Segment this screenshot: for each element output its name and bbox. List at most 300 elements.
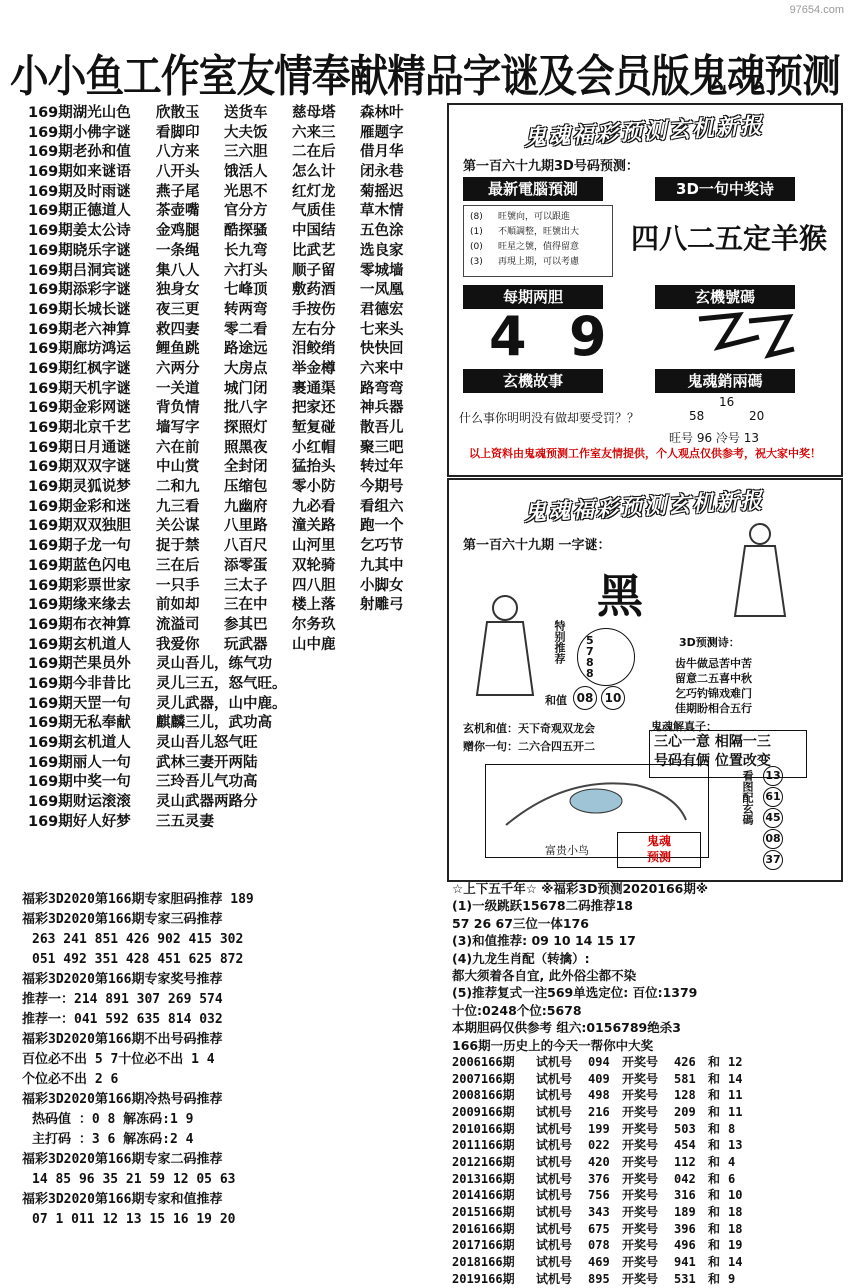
- riddle-word: 我爱你: [156, 636, 200, 653]
- history-cell: 11: [728, 1088, 743, 1103]
- riddle-word: 二在后: [292, 144, 336, 161]
- history-cell: 开奖号: [622, 1238, 659, 1253]
- history-info-line: 十位:0248个位:5678: [452, 1002, 582, 1018]
- history-cell: 503: [674, 1121, 696, 1136]
- special-num: 8: [586, 656, 594, 669]
- side-label: 看图配玄碼: [741, 770, 754, 825]
- history-cell: 531: [674, 1271, 696, 1286]
- riddle-word: 麒麟三儿，武功高: [156, 715, 272, 732]
- history-cell: 开奖号: [622, 1155, 659, 1170]
- riddle-word: 乞巧节: [360, 538, 404, 555]
- history-cell: 2008166期: [452, 1088, 515, 1103]
- history-cell: 454: [674, 1138, 696, 1153]
- riddle-label: 169期添彩字谜: [28, 282, 131, 299]
- history-info-line: ☆上下五千年☆ ※福彩3D预测2020166期※: [452, 881, 709, 896]
- history-row: [452, 1271, 844, 1288]
- history-cell: 078: [588, 1238, 610, 1253]
- riddle-word: 今期号: [360, 479, 404, 496]
- history-cell: 和: [708, 1188, 721, 1203]
- riddle-label: 169期如来谜语: [28, 164, 131, 181]
- special-nums-circle: [577, 628, 635, 686]
- riddle-word: 武林三妻开两陆: [156, 754, 258, 771]
- riddle-row: [28, 773, 440, 793]
- riddle-row: [28, 557, 440, 577]
- riddle-word: 三在后: [156, 557, 200, 574]
- riddle-row: [28, 793, 440, 813]
- history-cell: 试机号: [536, 1255, 573, 1270]
- riddle-row: [28, 577, 440, 597]
- riddle-row: [28, 242, 440, 262]
- riddle-row: [28, 675, 440, 695]
- history-cell: 675: [588, 1221, 610, 1236]
- ghost-two-code-label: 鬼魂銷兩碼: [655, 369, 795, 393]
- riddle-word: 九幽府: [224, 498, 268, 515]
- computer-digit: (1): [470, 227, 483, 237]
- history-cell: 开奖号: [622, 1121, 659, 1136]
- riddle-label: 169期双双独胆: [28, 518, 131, 535]
- code-a: 16: [719, 395, 735, 409]
- riddle-row: [28, 163, 440, 183]
- history-cell: 14: [728, 1071, 743, 1086]
- gall-number-1: 4: [489, 305, 527, 368]
- history-cell: 和: [708, 1121, 721, 1136]
- recommendation-line: 福彩3D2020第166期冷热号码推荐: [22, 1092, 223, 1107]
- history-cell: 试机号: [536, 1104, 573, 1119]
- riddle-row: [28, 419, 440, 439]
- history-cell: 12: [728, 1054, 743, 1069]
- history-cell: 开奖号: [622, 1104, 659, 1119]
- computer-digit: (0): [470, 242, 483, 252]
- riddle-word: 八百尺: [224, 538, 268, 555]
- riddle-word: 中国结: [292, 223, 336, 240]
- riddle-row: [28, 616, 440, 636]
- riddle-word: 墙写字: [156, 420, 200, 436]
- riddle-label: 169期廊坊鸿运: [28, 341, 131, 358]
- riddle-word: 全封闭: [224, 459, 268, 476]
- riddle-row: [28, 439, 440, 459]
- riddle-label: 169期蓝色闪电: [28, 557, 131, 574]
- history-cell: 和: [708, 1071, 721, 1086]
- computer-digit: (3): [470, 257, 483, 267]
- riddle-word: 跑一个: [360, 518, 404, 535]
- riddle-label: 169期湖光山色: [28, 105, 131, 121]
- riddle-list: [28, 104, 440, 832]
- ghost-predict-box: [617, 832, 701, 868]
- history-row: [452, 1137, 844, 1154]
- history-row: [452, 1171, 844, 1188]
- recommendation-line: 福彩3D2020第166期专家胆码推荐 189: [22, 892, 254, 907]
- riddle-word: 快快回: [360, 341, 404, 358]
- history-cell: 11: [728, 1104, 743, 1119]
- history-row: [452, 1154, 844, 1171]
- riddle-row: [28, 380, 440, 400]
- history-info-line: 166期一历史上的今天一帮你中大奖: [452, 1037, 654, 1053]
- riddle-word: 欣散玉: [156, 105, 200, 121]
- recommendation-line: 14 85 96 35 21 59 12 05 63: [32, 1172, 236, 1187]
- riddle-word: 看组六: [360, 498, 404, 515]
- history-cell: 216: [588, 1104, 610, 1119]
- riddle-row: [28, 636, 440, 656]
- code-c: 20: [749, 409, 765, 423]
- riddle-word: 选良家: [360, 242, 404, 259]
- riddle-row: [28, 714, 440, 734]
- riddle-word: 左右分: [292, 321, 336, 338]
- poem-text: 四八二五定羊猴: [631, 222, 828, 255]
- history-cell: 开奖号: [622, 1255, 659, 1270]
- riddle-word: 九必看: [292, 498, 336, 515]
- riddle-word: 参其巴: [224, 616, 268, 633]
- history-cell: 18: [728, 1205, 743, 1220]
- poem-line: 留意二五喜中秋: [675, 672, 752, 685]
- computer-digit: (8): [470, 212, 483, 222]
- riddle-label: 169期正德道人: [28, 203, 131, 220]
- riddle-word: 射雕弓: [360, 597, 404, 614]
- riddle-word: 城门闭: [224, 380, 268, 397]
- history-cell: 469: [588, 1255, 610, 1270]
- history-cell: 2010166期: [452, 1121, 515, 1136]
- riddle-word: 酷探骚: [224, 223, 268, 240]
- riddle-word: 山中鹿: [292, 636, 336, 653]
- history-cell: 试机号: [536, 1088, 573, 1103]
- computer-note: 旺號向，可以跟進: [498, 212, 571, 222]
- ghost-label: 鬼魂解真子：: [651, 720, 717, 733]
- history-cell: 试机号: [536, 1071, 573, 1086]
- riddle-label: 169期子龙一句: [28, 538, 131, 555]
- riddle-word: 零城墙: [360, 262, 404, 279]
- riddle-row: [28, 262, 440, 282]
- bird-caption: 富贵小鸟: [545, 844, 589, 857]
- riddle-word: 照黑夜: [224, 439, 268, 456]
- side-num: 61: [763, 787, 783, 807]
- history-cell: 开奖号: [622, 1138, 659, 1153]
- history-info-line: (1)一级跳跃15678二码推荐18: [452, 898, 634, 914]
- history-cell: 189: [674, 1205, 696, 1220]
- riddle-word: 添零蛋: [224, 557, 268, 574]
- recommendation-line: 福彩3D2020第166期不出号码推荐: [22, 1032, 223, 1047]
- computer-line: [470, 240, 606, 255]
- riddle-label: 169期吕洞宾谜: [28, 262, 131, 279]
- riddle-word: 零小防: [292, 479, 336, 496]
- riddle-word: 四八胆: [292, 577, 336, 594]
- history-cell: 开奖号: [622, 1205, 659, 1220]
- riddle-label: 169期天罡一句: [28, 695, 131, 712]
- poem-line: 乞巧钓锦戏难门: [675, 687, 752, 700]
- riddle-word: 聚三吧: [360, 439, 404, 456]
- history-row: [452, 1121, 844, 1138]
- riddle-label: 169期彩票世家: [28, 577, 131, 594]
- riddle-word: 三六胆: [224, 144, 268, 161]
- history-cell: 试机号: [536, 1271, 573, 1286]
- riddle-label: 169期长城长谜: [28, 301, 131, 318]
- history-row: [452, 1054, 844, 1071]
- history-row: [452, 1087, 844, 1104]
- history-cell: 2007166期: [452, 1071, 515, 1086]
- story-label: 玄機故事: [463, 369, 603, 393]
- panel-footer: 以上资料由鬼魂预测工作室友情提供，个人观点仅供参考，祝大家中奖！: [469, 447, 821, 460]
- history-cell: 496: [674, 1238, 696, 1253]
- riddle-word: 前如却: [156, 597, 200, 614]
- history-cell: 420: [588, 1155, 610, 1170]
- history-info-line: 都大须着各自宜, 此外俗尘都不染: [452, 967, 637, 983]
- recommendation-line: 主打码 ：3 6 解冻码:2 4: [32, 1132, 194, 1147]
- history-cell: 试机号: [536, 1121, 573, 1136]
- poem-line: 佳期盼相合五行: [675, 702, 752, 715]
- riddle-word: 闭永巷: [360, 164, 404, 181]
- riddle-row: [28, 202, 440, 222]
- riddle-word: 背负情: [156, 400, 200, 417]
- history-cell: 和: [708, 1171, 721, 1186]
- riddle-word: 光思不: [224, 183, 268, 200]
- riddle-word: 红灯龙: [292, 183, 336, 200]
- watermark: 97654.com: [789, 4, 844, 16]
- history-cell: 376: [588, 1171, 610, 1186]
- riddle-row: [28, 754, 440, 774]
- riddle-word: 敷药酒: [292, 282, 336, 299]
- computer-note: 再現上期，可以考慮: [498, 257, 580, 267]
- riddle-label: 169期红枫字谜: [28, 360, 131, 377]
- recommendation-line: 推荐一：214 891 307 269 574: [22, 992, 223, 1007]
- history-cell: 和: [708, 1238, 721, 1253]
- riddle-label: 169期金彩网谜: [28, 400, 131, 417]
- ghost-predict-2: 预测: [646, 850, 671, 864]
- riddle-word: 三在中: [224, 597, 268, 614]
- riddle-word: 一条绳: [156, 242, 200, 259]
- history-cell: 18: [728, 1221, 743, 1236]
- riddle-word: 小脚女: [360, 577, 404, 594]
- riddle-word: 压缩包: [224, 479, 268, 496]
- history-cell: 128: [674, 1088, 696, 1103]
- riddle-label: 169期丽人一句: [28, 754, 131, 771]
- riddle-label: 169期及时雨谜: [28, 183, 131, 200]
- history-cell: 895: [588, 1271, 610, 1286]
- recommendation-line: 福彩3D2020第166期专家奖号推荐: [22, 972, 223, 987]
- riddle-label: 169期玄机道人: [28, 636, 131, 653]
- riddle-word: 灵儿三五，怒气旺。: [156, 675, 287, 692]
- side-num: 37: [763, 850, 783, 870]
- history-cell: 和: [708, 1221, 721, 1236]
- side-num: 08: [763, 829, 783, 849]
- recommendation-line: 热码值 ：0 8 解冻码:1 9: [32, 1112, 194, 1127]
- recommendation-line: 福彩3D2020第166期专家三码推荐: [22, 912, 223, 927]
- riddle-label: 169期今非昔比: [28, 675, 131, 692]
- riddle-word: 零二看: [224, 321, 268, 338]
- riddle-word: 潼关路: [292, 518, 336, 535]
- riddle-word: 举金樽: [292, 360, 336, 377]
- riddle-word: 顺子留: [292, 262, 336, 279]
- hehe-label: 和值: [545, 694, 567, 707]
- history-cell: 2011166期: [452, 1138, 515, 1153]
- riddle-word: 散吾儿: [360, 420, 404, 436]
- history-cell: 试机号: [536, 1155, 573, 1170]
- riddle-word: 草木情: [360, 203, 404, 220]
- history-cell: 和: [708, 1054, 721, 1069]
- recommendation-line: 福彩3D2020第166期专家和值推荐: [22, 1192, 223, 1207]
- history-cell: 2015166期: [452, 1205, 515, 1220]
- riddle-word: 夜三更: [156, 301, 200, 318]
- riddle-label: 169期日月通谜: [28, 439, 131, 456]
- computer-note: 不順調整，旺號出大: [498, 227, 580, 237]
- riddle-row: [28, 498, 440, 518]
- riddle-word: 君德宏: [360, 301, 404, 318]
- poem-line: 齿牛做忌苦中苦: [675, 657, 752, 670]
- history-section: [452, 880, 844, 1288]
- history-cell: 开奖号: [622, 1221, 659, 1236]
- riddle-word: 捉于禁: [156, 538, 200, 555]
- hehe-num-1: 08: [573, 686, 597, 710]
- history-cell: 2016166期: [452, 1221, 515, 1236]
- riddle-word: 六来三: [292, 124, 336, 141]
- riddle-word: 探照灯: [224, 420, 268, 436]
- history-row: [452, 1071, 844, 1088]
- riddle-word: 九三看: [156, 498, 200, 515]
- riddle-label: 169期布衣神算: [28, 616, 131, 633]
- history-row: [452, 1104, 844, 1121]
- gall-number-2: 9: [569, 305, 607, 368]
- riddle-word: 七峰顶: [224, 282, 268, 299]
- gift-line: 赠你一句：二六合四五开二: [463, 740, 595, 753]
- history-cell: 343: [588, 1205, 610, 1220]
- recommendation-line: 个位必不出 2 6: [22, 1072, 119, 1087]
- history-cell: 试机号: [536, 1138, 573, 1153]
- history-cell: 094: [588, 1054, 610, 1069]
- riddle-label: 169期姜太公诗: [28, 223, 131, 240]
- hot-cold-numbers: 旺号 96 冷号 13: [669, 431, 759, 445]
- riddle-word: 送货车: [224, 105, 268, 121]
- riddle-word: 七来头: [360, 321, 404, 338]
- riddle-word: 八开头: [156, 164, 200, 181]
- riddle-word: 手按伤: [292, 301, 336, 318]
- riddle-word: 大夫饭: [224, 124, 268, 141]
- riddle-label: 169期缘来缘去: [28, 597, 131, 614]
- history-info-line: (5)推荐复式一注569单选定位: 百位:1379: [452, 985, 698, 1001]
- ghost-line-2: 号码有俩 位置改变: [654, 753, 771, 769]
- two-gall-label: 每期两胆: [463, 285, 603, 309]
- history-cell: 581: [674, 1071, 696, 1086]
- riddle-word: 六打头: [224, 262, 268, 279]
- history-cell: 开奖号: [622, 1188, 659, 1203]
- history-row: [452, 1187, 844, 1204]
- riddle-word: 饿活人: [224, 164, 268, 181]
- computer-line: [470, 255, 606, 270]
- panel-subtitle: 第一百六十九期3D号码预测：: [463, 159, 639, 174]
- riddle-label: 169期灵狐说梦: [28, 479, 131, 496]
- riddle-word: 茶壶嘴: [156, 203, 200, 220]
- computer-line: [470, 225, 606, 240]
- history-cell: 试机号: [536, 1221, 573, 1236]
- history-cell: 2012166期: [452, 1155, 515, 1170]
- history-cell: 4: [728, 1155, 736, 1170]
- riddle-row: [28, 458, 440, 478]
- riddle-word: 长九弯: [224, 242, 268, 259]
- history-cell: 试机号: [536, 1188, 573, 1203]
- riddle-row: [28, 813, 440, 833]
- ghost-predict-1: 鬼魂: [646, 834, 671, 848]
- riddle-word: 二和九: [156, 479, 200, 496]
- history-cell: 8: [728, 1121, 736, 1136]
- riddle-label: 169期好人好梦: [28, 813, 131, 830]
- riddle-word: 六在前: [156, 439, 200, 456]
- ghost-line-1: 三心一意 相隔一三: [654, 734, 771, 750]
- riddle-label: 169期北京千艺: [28, 420, 131, 436]
- history-cell: 2014166期: [452, 1188, 515, 1203]
- riddle-word: 裹通渠: [292, 380, 336, 397]
- history-cell: 022: [588, 1138, 610, 1153]
- riddle-word: 独身女: [156, 282, 200, 299]
- history-cell: 042: [674, 1171, 696, 1186]
- riddle-word: 八方来: [156, 144, 200, 161]
- riddle-word: 转过年: [360, 459, 404, 476]
- riddle-row: [28, 517, 440, 537]
- history-cell: 和: [708, 1205, 721, 1220]
- riddle-word: 路途远: [224, 341, 268, 358]
- riddle-label: 169期双双字谜: [28, 459, 131, 476]
- recommendation-line: 福彩3D2020第166期专家二码推荐: [22, 1152, 223, 1167]
- riddle-word: 中山赏: [156, 459, 200, 476]
- recommendation-line: 百位必不出 5 7十位必不出 1 4: [22, 1052, 215, 1067]
- riddle-word: 鲤鱼跳: [156, 341, 200, 358]
- history-cell: 和: [708, 1138, 721, 1153]
- riddle-label: 169期小佛字谜: [28, 124, 131, 141]
- riddle-word: 尔务玖: [292, 616, 336, 633]
- history-cell: 开奖号: [622, 1054, 659, 1069]
- riddle-label: 169期天机字谜: [28, 380, 131, 397]
- riddle-word: 五色涂: [360, 223, 404, 240]
- history-info-line: 57 26 67三位一体176: [452, 915, 589, 931]
- riddle-word: 借月华: [360, 144, 404, 161]
- history-row: [452, 1237, 844, 1254]
- computer-line: [470, 210, 606, 225]
- riddle-word: 三玲吾儿气功高: [156, 774, 258, 791]
- elder-figure: [465, 590, 545, 700]
- riddle-word: 大房点: [224, 360, 268, 377]
- riddle-row: [28, 183, 440, 203]
- panel-title: 鬼魂福彩预测玄机新报: [523, 113, 765, 152]
- recommendation-line: 07 1 011 12 13 15 16 19 20: [32, 1212, 236, 1227]
- prediction-panel-1: [447, 103, 843, 477]
- riddle-word: 灵山吾儿怒气旺: [156, 735, 258, 751]
- history-row: [452, 1221, 844, 1238]
- history-cell: 和: [708, 1271, 721, 1286]
- riddle-word: 集八人: [156, 262, 200, 279]
- riddle-label: 169期老六神算: [28, 321, 131, 338]
- history-cell: 941: [674, 1255, 696, 1270]
- history-cell: 开奖号: [622, 1071, 659, 1086]
- history-info-line: 本期胆码仅供参考 组六:0156789绝杀3: [452, 1020, 681, 1036]
- history-cell: 试机号: [536, 1054, 573, 1069]
- riddle-word: 玩武器: [224, 636, 268, 653]
- riddle-word: 灵山吾儿，练气功: [156, 656, 272, 673]
- riddle-word: 山河里: [292, 538, 336, 555]
- riddle-row: [28, 124, 440, 144]
- hehe-num-2: 10: [601, 686, 625, 710]
- history-cell: 426: [674, 1054, 696, 1069]
- history-cell: 2019166期: [452, 1271, 515, 1286]
- history-cell: 和: [708, 1104, 721, 1119]
- riddle-word: 燕子尾: [156, 183, 200, 200]
- riddle-word: 堑复碰: [292, 420, 336, 436]
- riddle-row: [28, 281, 440, 301]
- special-num: 5: [586, 634, 594, 647]
- riddle-row: [28, 222, 440, 242]
- expert-recommendations: [22, 890, 442, 1230]
- riddle-row: [28, 478, 440, 498]
- history-cell: 试机号: [536, 1171, 573, 1186]
- riddle-word: 猛抬头: [292, 459, 336, 476]
- riddle-word: 比武艺: [292, 242, 336, 259]
- riddle-label: 169期无私奉献: [28, 715, 131, 732]
- riddle-word: 怎么计: [292, 164, 336, 181]
- special-num: 7: [586, 645, 594, 658]
